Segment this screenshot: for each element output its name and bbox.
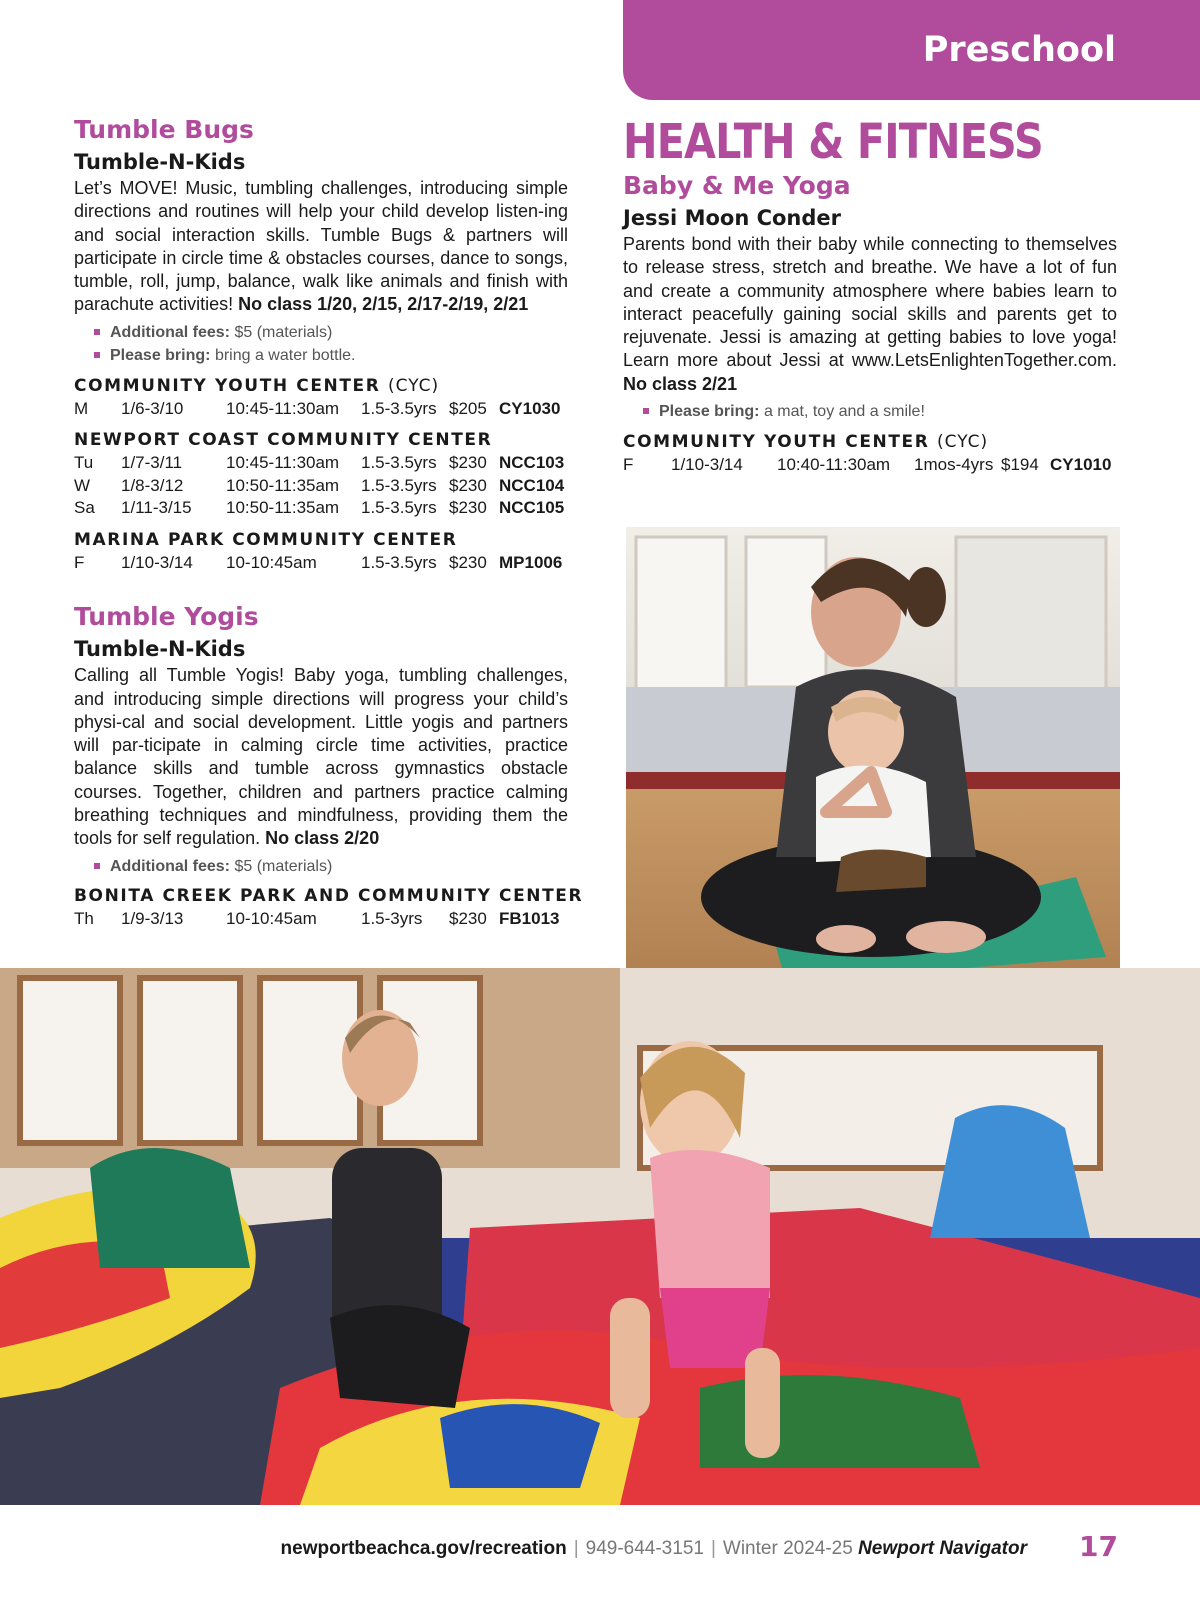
schedule-row: M 1/6-3/10 10:45-11:30am 1.5-3.5yrs $205 CY1030	[74, 398, 568, 421]
venue-heading: MARINA PARK COMMUNITY CENTER	[74, 529, 458, 550]
bullet-fees: Additional fees: $5 (materials)	[94, 855, 568, 879]
program-bullets	[94, 321, 568, 368]
venue-heading: NEWPORT COAST COMMUNITY CENTER	[74, 430, 493, 451]
schedule-row: Sa 1/11-3/15 10:50-11:35am 1.5-3.5yrs $230 NCC105	[74, 497, 568, 520]
program-tumble-yogis	[74, 600, 584, 930]
course-code: MP1006	[499, 552, 563, 572]
left-column	[74, 113, 584, 931]
photo-tumble-class	[0, 968, 1200, 1505]
footer-text: newportbeachca.gov/recreation | 949-644-3151 | Winter 2024-25 Newport Navigator	[280, 1538, 1027, 1559]
venue-heading: COMMUNITY YOUTH CENTER (CYC)	[74, 375, 440, 396]
course-code: CY1030	[499, 398, 561, 418]
program-provider: Tumble-N-Kids	[74, 637, 246, 662]
bullet-bring: Please bring: bring a water bottle.	[94, 344, 568, 368]
course-code: NCC105	[499, 498, 565, 518]
bullet-bring: Please bring: a mat, toy and a smile!	[643, 400, 1117, 424]
no-class-note: No class 2/20	[265, 828, 380, 849]
program-baby-me-yoga	[623, 169, 1117, 476]
footer-season: Winter 2024-25	[722, 1538, 853, 1559]
schedule-row: Tu 1/7-3/11 10:45-11:30am 1.5-3.5yrs $230 NCC103	[74, 452, 568, 475]
bullet-fees: Additional fees: $5 (materials)	[94, 321, 568, 345]
program-provider: Jessi Moon Conder	[623, 206, 841, 230]
section-title: HEALTH & FITNESS	[623, 114, 1043, 170]
venue-heading: COMMUNITY YOUTH CENTER (CYC)	[623, 431, 989, 452]
photo-baby-yoga	[626, 527, 1120, 1041]
tab-label: Preschool	[922, 30, 1116, 70]
program-tumble-bugs	[74, 113, 568, 574]
program-title: Tumble Yogis	[74, 602, 259, 632]
footer-phone: 949-644-3151	[585, 1538, 704, 1559]
course-code: NCC103	[499, 453, 565, 473]
course-code: NCC104	[499, 475, 565, 495]
no-class-note: No class 1/20, 2/15, 2/17-2/19, 2/21	[238, 294, 529, 315]
schedule-row: W 1/8-3/12 10:50-11:35am 1.5-3.5yrs $230 NCC104	[74, 475, 568, 498]
schedule-row: F 1/10-3/14 10:40-11:30am 1mos-4yrs $194 CY1010	[623, 454, 1117, 477]
program-description: Parents bond with their baby while connecting to themselves to release stress, stretch and breathe. We have a lot of fun and create a community atmosphere where babies learn to interact peacefully gaining social skills and parents get to rejuvenate. Jessi is amazing at getting babies to love yoga! Learn more about Jessi at www.LetsEnlightenTogether.com. No class 2/21	[623, 234, 1117, 394]
course-code: CY1010	[1050, 454, 1112, 474]
program-title: Tumble Bugs	[74, 115, 254, 144]
right-column	[623, 113, 1117, 476]
no-class-note: No class 2/21	[623, 373, 738, 394]
course-code: FB1013	[499, 909, 560, 929]
footer-publication: Newport Navigator	[858, 1538, 1027, 1559]
program-description: Let’s MOVE! Music, tumbling challenges, introducing simple directions and routines will help your child develop listen-ing and social interaction skills. Tumble Bugs & partners will participate in circle time & obstacles courses, dance to songs, tumble, roll, jump, balance, walk like animals and finish with parachute activities! No class 1/20, 2/15, 2/17-2/19, 2/21	[74, 178, 568, 315]
page-number: 17	[1079, 1530, 1118, 1563]
program-description: Calling all Tumble Yogis! Baby yoga, tumbling challenges, and introducing simple directions will progress your child’s physi-cal and social development. Little yogis and partners will par-ticipate in calming circle time activities, practice balance skills and tumble across gymnastics obstacle courses. Together, children and partners practice calming breathing techniques and mindfulness, providing them the tools for self regulation. No class 2/20	[74, 665, 568, 849]
program-bullets	[643, 400, 1117, 424]
section-tab	[623, 0, 1200, 100]
footer-url[interactable]: newportbeachca.gov/recreation	[280, 1538, 567, 1559]
schedule-row: F 1/10-3/14 10-10:45am 1.5-3.5yrs $230 MP1006	[74, 552, 568, 575]
venue-heading: BONITA CREEK PARK AND COMMUNITY CENTER	[74, 886, 584, 907]
page-footer	[0, 1530, 1200, 1570]
program-title: Baby & Me Yoga	[623, 171, 851, 200]
program-bullets	[94, 855, 568, 879]
schedule-row: Th 1/9-3/13 10-10:45am 1.5-3yrs $230 FB1013	[74, 908, 568, 931]
program-provider: Tumble-N-Kids	[74, 150, 246, 174]
